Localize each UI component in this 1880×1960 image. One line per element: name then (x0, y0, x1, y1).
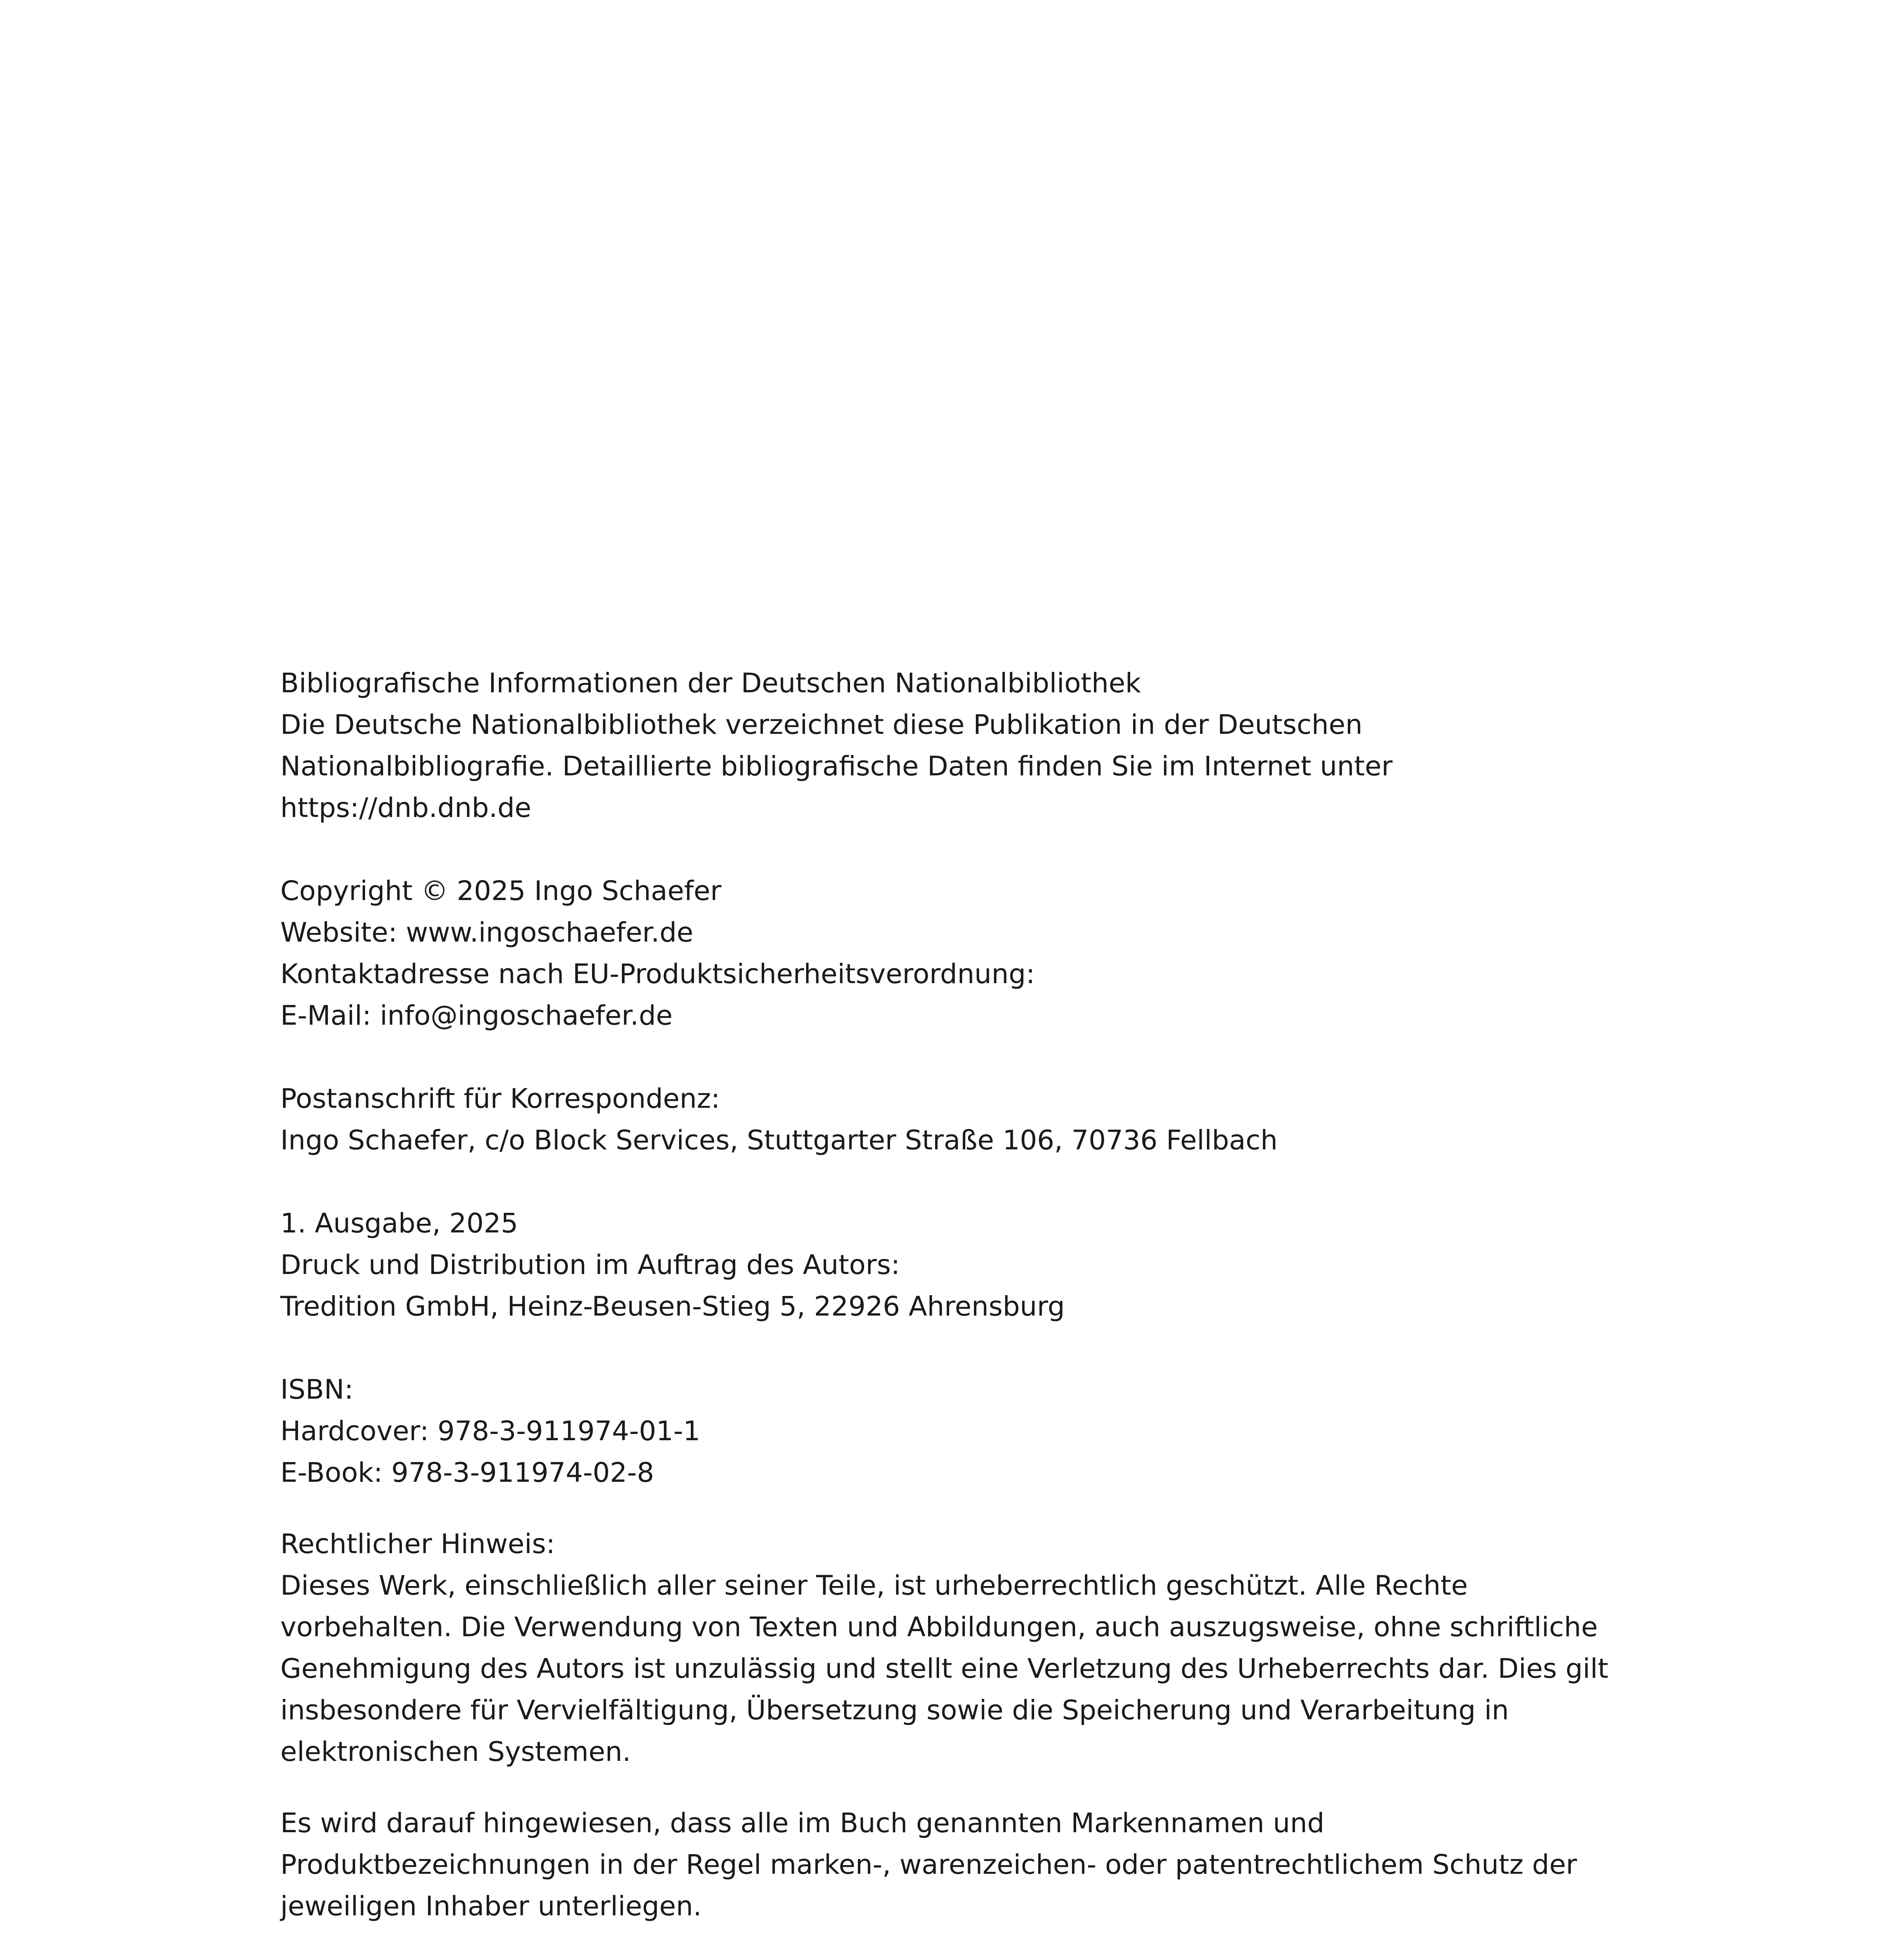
legal-block (280, 1523, 1613, 1960)
legal-paragraph-line: Dieses Werk, einschließlich aller seiner Teile, ist urheberrechtlich geschützt. Alle Rechte (280, 1570, 1468, 1601)
email-line: E-Mail: info@ingoschaefer.de (280, 1000, 673, 1031)
edition-line: 1. Ausgabe, 2025 (280, 1208, 518, 1239)
contact-label: Kontaktadresse nach EU-Produktsicherheitsverordnung: (280, 958, 1035, 990)
legal-paragraph-line: insbesondere für Vervielfältigung, Übersetzung sowie die Speicherung und Verarbeitung in (280, 1695, 1509, 1726)
website-line: Website: www.ingoschaefer.de (280, 917, 694, 948)
isbn-label: ISBN: (280, 1374, 354, 1405)
legal-paragraph-1 (280, 1565, 1613, 1773)
edition-block (280, 1203, 1613, 1327)
bibliography-block (280, 662, 1613, 829)
copyright-line: Copyright © 2025 Ingo Schaefer (280, 875, 721, 907)
legal-paragraph-line: Genehmigung des Autors ist unzulässig und stellt eine Verletzung des Urheberrechts dar. Dies gilt (280, 1653, 1609, 1684)
legal-label: Rechtlicher Hinweis: (280, 1528, 555, 1560)
contact-block (280, 870, 1613, 1036)
legal-paragraph-line: Produktbezeichnungen in der Regel marken-, warenzeichen- oder patentrechtlichem Schutz der (280, 1849, 1577, 1880)
isbn-ebook: E-Book: 978-3-911974-02-8 (280, 1457, 654, 1488)
bibliography-heading: Bibliografische Informationen der Deutschen Nationalbibliothek (280, 668, 1141, 699)
legal-paragraph-2 (280, 1802, 1613, 1927)
postal-label: Postanschrift für Korrespondenz: (280, 1083, 720, 1114)
postal-block (280, 1078, 1613, 1161)
legal-paragraph-line: jeweiligen Inhaber unterliegen. (280, 1891, 702, 1922)
bibliography-line: Die Deutsche Nationalbibliothek verzeichnet diese Publikation in der Deutschen (280, 709, 1363, 740)
printer-address: Tredition GmbH, Heinz-Beusen-Stieg 5, 22926 Ahrensburg (280, 1291, 1065, 1322)
isbn-block (280, 1369, 1613, 1494)
legal-paragraph-line: elektronischen Systemen. (280, 1736, 631, 1768)
bibliography-line: Nationalbibliografie. Detaillierte bibliografische Daten finden Sie im Internet unter (280, 751, 1393, 782)
legal-paragraph-line (280, 1957, 1613, 1960)
isbn-hardcover: Hardcover: 978-3-911974-01-1 (280, 1416, 701, 1447)
postal-address: Ingo Schaefer, c/o Block Services, Stuttgarter Straße 106, 70736 Fellbach (280, 1125, 1278, 1156)
legal-paragraph-line: Es wird darauf hingewiesen, dass alle im Buch genannten Markennamen und (280, 1808, 1324, 1839)
legal-paragraph-3 (280, 1957, 1613, 1960)
legal-paragraph-line: vorbehalten. Die Verwendung von Texten und Abbildungen, auch auszugsweise, ohne schriftliche (280, 1612, 1598, 1643)
imprint-content (280, 662, 1613, 1960)
print-label: Druck und Distribution im Auftrag des Autors: (280, 1249, 900, 1281)
bibliography-url: https://dnb.dnb.de (280, 792, 532, 824)
